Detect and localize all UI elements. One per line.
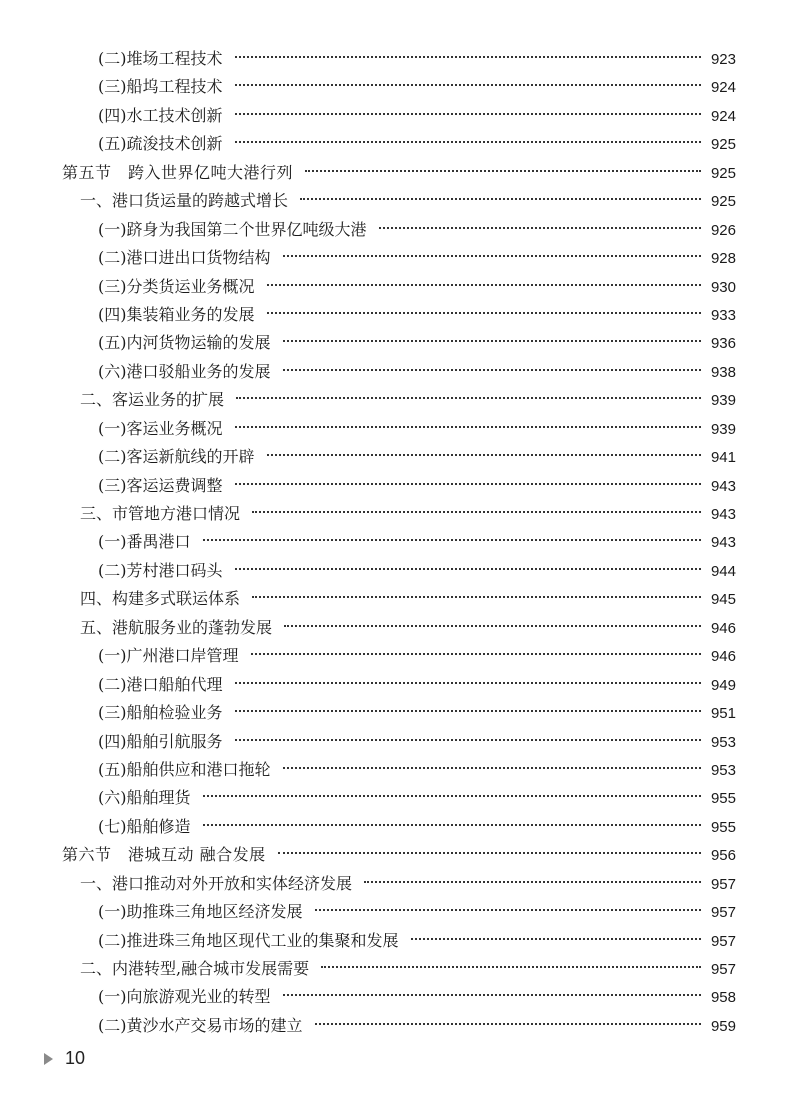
toc-entry-page: 946	[710, 619, 736, 637]
toc-entry-page: 958	[710, 989, 736, 1007]
dot-leader	[364, 881, 701, 883]
toc-section-entry[interactable]	[62, 841, 736, 869]
toc-entry-title: (二)堆场工程技术	[98, 49, 223, 68]
toc-entry-title: 一、港口货运量的跨越式增长	[80, 191, 289, 211]
toc-entry-page: 925	[710, 136, 736, 154]
toc-entry-page: 924	[710, 79, 736, 97]
toc-entry[interactable]	[62, 415, 736, 443]
dot-leader	[235, 739, 701, 741]
dot-leader	[411, 938, 701, 940]
toc-entry-title: (一)跻身为我国第二个世界亿吨级大港	[98, 219, 367, 239]
toc-entry-title: 二、客运业务的扩展	[80, 390, 225, 410]
toc-entry-page: 943	[710, 506, 736, 523]
toc-entry[interactable]	[62, 699, 736, 727]
toc-entry-title: 五、港航服务业的蓬勃发展	[80, 617, 273, 637]
toc-entry-page: 939	[710, 420, 736, 438]
toc-entry[interactable]	[62, 102, 736, 130]
toc-entry-title: 二、内港转型,融合城市发展需要	[80, 959, 310, 978]
dot-leader	[283, 340, 701, 342]
toc-entry-title: (三)船舶检验业务	[98, 703, 223, 723]
toc-entry[interactable]	[62, 528, 736, 556]
dot-leader	[235, 483, 701, 485]
toc-entry-title: (一)向旅游观光业的转型	[98, 987, 271, 1007]
table-of-contents	[62, 45, 736, 1040]
dot-leader	[252, 511, 701, 513]
toc-entry-page: 953	[710, 733, 736, 751]
dot-leader	[267, 284, 701, 286]
toc-entry-title: (二)港口船舶代理	[98, 674, 223, 694]
dot-leader	[283, 767, 701, 769]
dot-leader	[236, 397, 701, 399]
toc-entry-page: 956	[710, 847, 736, 865]
toc-entry[interactable]	[62, 386, 736, 414]
toc-entry[interactable]	[62, 443, 736, 471]
toc-entry[interactable]	[62, 728, 736, 756]
dot-leader	[203, 795, 701, 797]
toc-entry-page: 923	[710, 51, 736, 68]
toc-entry[interactable]	[62, 614, 736, 642]
toc-entry[interactable]	[62, 45, 736, 73]
toc-entry[interactable]	[62, 813, 736, 841]
toc-entry-title: (五)内河货物运输的发展	[98, 333, 271, 353]
dot-leader	[305, 170, 701, 172]
toc-entry[interactable]	[62, 927, 736, 955]
dot-leader	[235, 56, 701, 58]
toc-entry-page: 924	[710, 107, 736, 125]
dot-leader	[278, 852, 701, 854]
dot-leader	[203, 824, 701, 826]
toc-entry[interactable]	[62, 557, 736, 585]
toc-entry[interactable]	[62, 898, 736, 926]
dot-leader	[235, 141, 701, 143]
dot-leader	[283, 994, 701, 996]
dot-leader	[283, 369, 701, 371]
page-footer	[44, 1048, 85, 1069]
toc-section-entry[interactable]	[62, 159, 736, 187]
toc-entry-title: (二)芳村港口码头	[98, 560, 223, 580]
toc-entry-page: 957	[710, 904, 736, 922]
toc-entry-page: 925	[710, 164, 736, 182]
toc-entry-title: 四、构建多式联运体系	[80, 589, 241, 609]
toc-entry-title: (一)客运业务概况	[98, 418, 223, 438]
toc-entry-title: 第六节 港城互动 融合发展	[62, 845, 266, 865]
toc-entry-title: (一)番禺港口	[98, 532, 191, 552]
toc-entry-page: 945	[710, 591, 736, 609]
toc-entry-title: 第五节 跨入世界亿吨大港行列	[62, 162, 294, 182]
toc-entry[interactable]	[62, 301, 736, 329]
toc-entry[interactable]	[62, 273, 736, 301]
toc-entry[interactable]	[62, 500, 736, 528]
toc-entry-title: (四)水工技术创新	[98, 105, 223, 125]
toc-entry-title: (二)客运新航线的开辟	[98, 447, 255, 467]
dot-leader	[315, 909, 701, 911]
toc-entry-page: 926	[710, 221, 736, 239]
toc-entry[interactable]	[62, 73, 736, 101]
dot-leader	[283, 255, 701, 257]
toc-entry-page: 936	[710, 335, 736, 353]
toc-entry-page: 933	[710, 306, 736, 324]
toc-entry[interactable]	[62, 130, 736, 158]
toc-entry[interactable]	[62, 216, 736, 244]
toc-entry-title: (三)分类货运业务概况	[98, 276, 255, 296]
toc-entry[interactable]	[62, 642, 736, 670]
dot-leader	[321, 966, 701, 968]
toc-entry-page: 938	[710, 363, 736, 381]
toc-entry-page: 925	[710, 193, 736, 211]
dot-leader	[267, 312, 701, 314]
toc-entry-title: (四)集装箱业务的发展	[98, 304, 255, 324]
toc-entry-page: 949	[710, 676, 736, 694]
toc-entry[interactable]	[62, 329, 736, 357]
dot-leader	[252, 596, 701, 598]
dot-leader	[235, 113, 701, 115]
toc-entry-title: (五)船舶供应和港口拖轮	[98, 759, 271, 779]
dot-leader	[203, 539, 701, 541]
toc-entry-page: 943	[710, 477, 736, 495]
toc-entry[interactable]	[62, 244, 736, 272]
dot-leader	[379, 227, 701, 229]
toc-entry-page: 955	[710, 818, 736, 836]
triangle-right-icon	[44, 1053, 53, 1065]
dot-leader	[235, 710, 701, 712]
dot-leader	[284, 625, 701, 627]
toc-entry-page: 930	[710, 278, 736, 296]
toc-entry-title: (四)船舶引航服务	[98, 731, 223, 751]
toc-entry[interactable]	[62, 671, 736, 699]
toc-entry-page: 943	[710, 534, 736, 552]
toc-entry-page: 928	[710, 250, 736, 268]
toc-entry-title: 三、市管地方港口情况	[80, 504, 241, 523]
toc-entry[interactable]	[62, 358, 736, 386]
toc-entry[interactable]	[62, 472, 736, 500]
toc-entry[interactable]	[62, 756, 736, 784]
toc-entry-page: 957	[710, 932, 736, 950]
dot-leader	[315, 1023, 701, 1025]
toc-entry-page: 946	[710, 648, 736, 666]
dot-leader	[235, 84, 701, 86]
dot-leader	[235, 568, 701, 570]
toc-entry-page: 941	[710, 449, 736, 467]
dot-leader	[251, 653, 701, 655]
dot-leader	[300, 198, 701, 200]
toc-entry-title: (七)船舶修造	[98, 816, 191, 836]
toc-entry-page: 951	[710, 705, 736, 723]
toc-entry-title: (五)疏浚技术创新	[98, 134, 223, 154]
toc-entry-page: 957	[710, 961, 736, 978]
toc-entry-title: (一)广州港口岸管理	[98, 646, 239, 666]
toc-entry-page: 953	[710, 761, 736, 779]
toc-entry-title: (三)船坞工程技术	[98, 77, 223, 97]
toc-entry-title: (二)推进珠三角地区现代工业的集聚和发展	[98, 930, 399, 950]
toc-entry[interactable]	[62, 983, 736, 1011]
toc-entry[interactable]	[62, 955, 736, 983]
toc-entry[interactable]	[62, 1012, 736, 1040]
dot-leader	[235, 426, 701, 428]
dot-leader	[267, 454, 701, 456]
toc-entry[interactable]	[62, 187, 736, 215]
toc-entry-page: 944	[710, 562, 736, 580]
toc-entry-page: 939	[710, 392, 736, 410]
toc-entry[interactable]	[62, 870, 736, 898]
toc-entry-title: 一、港口推动对外开放和实体经济发展	[80, 873, 353, 893]
toc-entry-title: (六)船舶理货	[98, 788, 191, 808]
page-number: 10	[65, 1048, 86, 1068]
toc-entry-page: 959	[710, 1017, 736, 1035]
toc-entry-title: (六)港口驳船业务的发展	[98, 361, 271, 381]
dot-leader	[235, 682, 701, 684]
toc-entry-title: (二)港口进出口货物结构	[98, 248, 271, 268]
toc-entry-title: (三)客运运费调整	[98, 475, 223, 495]
toc-entry-title: (二)黄沙水产交易市场的建立	[98, 1015, 303, 1035]
toc-entry-title: (一)助推珠三角地区经济发展	[98, 902, 303, 922]
toc-entry[interactable]	[62, 784, 736, 812]
toc-entry[interactable]	[62, 585, 736, 613]
toc-entry-page: 955	[710, 790, 736, 808]
toc-entry-page: 957	[710, 875, 736, 893]
